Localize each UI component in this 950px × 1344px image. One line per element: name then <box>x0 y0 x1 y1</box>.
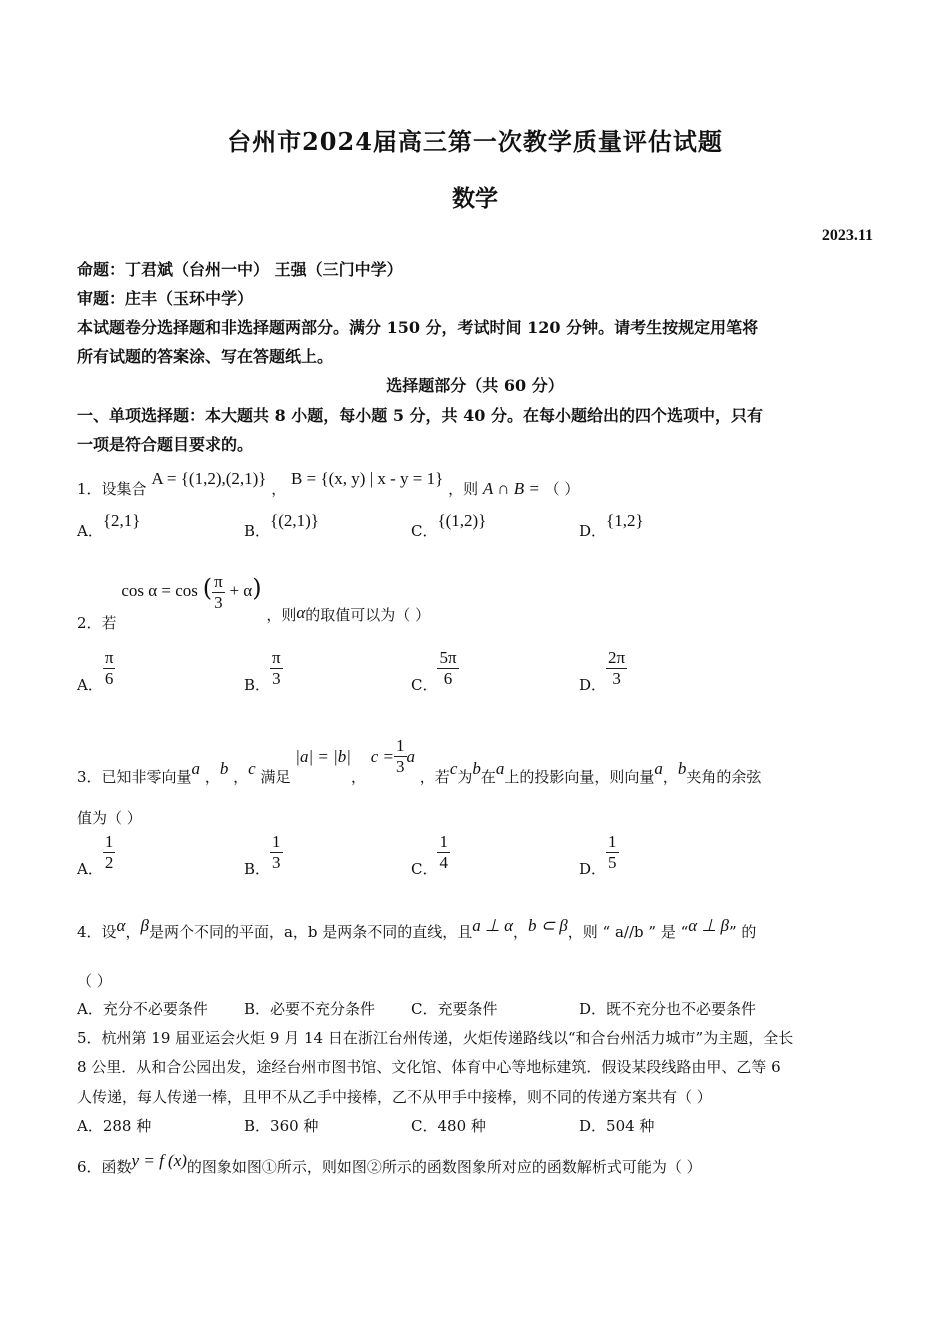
exam-date: 2023.11 <box>821 227 873 244</box>
q5-option-d: D．504 种 <box>579 1117 655 1135</box>
q1-prefix: 1．设集合 <box>77 480 147 498</box>
q1-then: ，则 <box>448 480 479 498</box>
q1-option-a: A．{2,1} <box>77 511 141 540</box>
q3-option-b: B． $\frac{1}{3}$ <box>244 832 281 879</box>
intro-line-2: 所有试题的答案涂、写在答题纸上。 <box>77 347 334 366</box>
q2-frac-den: 3 <box>214 592 223 612</box>
reviewer-line: 审题：庄丰（玉环中学） <box>77 289 254 308</box>
q5-option-c: C．480 种 <box>411 1117 486 1135</box>
q4-option-c: C．充要条件 <box>411 1000 498 1018</box>
q5-option-a: A．288 种 <box>77 1117 152 1135</box>
q2-prefix: 2．若 <box>77 614 117 633</box>
q4-option-b: B．必要不充分条件 <box>244 1000 376 1018</box>
q4-option-d: D．既不充分也不必要条件 <box>579 1000 757 1018</box>
q1-paren: （ ） <box>544 480 580 498</box>
part1-instructions-1: 一、单项选择题：本大题共 8 小题，每小题 5 分，共 40 分。在每小题给出的四个选项中，只有 <box>77 406 763 425</box>
q2-option-b: B． $\frac{\pi}{3}$ <box>244 648 281 695</box>
q1-expr: A ∩ B = <box>482 479 540 498</box>
part1-instructions-2: 一项是符合题目要求的。 <box>77 435 254 454</box>
section-title: 选择题部分（共 60 分） <box>386 376 564 395</box>
q5-line-3: 人传递，每人传递一棒，且甲不从乙手中接棒，乙不从甲手中接棒，则不同的传递方案共有（ ） <box>77 1088 712 1106</box>
q1-option-c: C．{(1,2)} <box>411 511 487 540</box>
q2-then: ，则 <box>266 606 297 625</box>
q3-abs-eq: |a| = |b| <box>295 747 351 767</box>
q5-option-b: B．360 种 <box>244 1117 319 1135</box>
intro-line-1: 本试题卷分选择题和非选择题两部分。满分 150 分，考试时间 120 分钟。请考生按规定用笔将 <box>77 318 759 337</box>
question-4-stem: 4．设α，β是两个不同的平面，a，b 是两条不同的直线，且a ⊥ α，b ⊂ β，则 “ a//b ” 是 “α ⊥ β” 的 <box>77 916 757 941</box>
q1-option-d: D．{1,2} <box>579 511 644 540</box>
q4-option-a: A．充分不必要条件 <box>77 1000 208 1018</box>
q1-comma: ， <box>271 480 287 498</box>
question-2-stem: 2．若 cos α = cos ( $\frac{\pi}{3}$ + α) ，则α的取值可以为（ ） <box>77 572 431 633</box>
q2-plus: + α <box>229 581 253 601</box>
q2-option-a: A． $\frac{\pi}{6}$ <box>77 648 114 695</box>
q4-paren: （ ） <box>77 972 112 990</box>
question-1-stem <box>77 469 580 499</box>
question-3-stem: 3．已知非零向量a ，b ，c 满足 |a| = |b|， c = $\frac{1}{3}$ a ，若c为b在a上的投影向量，则向量a，b夹角的余弦 <box>77 736 762 787</box>
q2-option-c: C． $\frac{5\pi}{6}$ <box>411 648 457 695</box>
q3-option-d: D． $\frac{1}{5}$ <box>579 832 617 879</box>
q3-line-2: 值为（ ） <box>77 809 142 827</box>
q2-rest: 的取值可以为（ ） <box>305 606 431 625</box>
authors-line: 命题：丁君斌（台州一中） 王强（三门中学） <box>77 260 403 279</box>
q2-lhs: cos α = cos <box>121 581 198 601</box>
question-6-stem: 6．函数y = f (x)的图象如图①所示，则如图②所示的函数图象所对应的函数解析式可能为（ ） <box>77 1151 702 1176</box>
q1-set-a: A = {(1,2),(2,1)} <box>151 469 267 488</box>
q1-option-b: B．{(2,1)} <box>244 511 319 540</box>
exam-title: 台州市2024届高三第一次教学质量评估试题 <box>227 127 723 156</box>
subject-title: 数学 <box>452 185 498 212</box>
q2-option-d: D． $\frac{2\pi}{3}$ <box>579 648 626 695</box>
q3-option-a: A． $\frac{1}{2}$ <box>77 832 114 879</box>
q2-alpha: α <box>296 603 306 623</box>
q5-line-2: 8 公里．从和合公园出发，途经台州市图书馆、文化馆、体育中心等地标建筑．假设某段线路由甲、乙等 6 <box>77 1058 781 1076</box>
q2-frac-num: π <box>214 572 223 591</box>
q6-func: y = f (x) <box>131 1151 187 1170</box>
q3-option-c: C． $\frac{1}{4}$ <box>411 832 448 879</box>
q1-set-b: B = {(x, y) | x - y = 1} <box>291 469 444 488</box>
q5-line-1: 5．杭州第 19 届亚运会火炬 9 月 14 日在浙江台州传递，火炬传递路线以“和合台州活力城市”为主题，全长 <box>77 1029 794 1047</box>
